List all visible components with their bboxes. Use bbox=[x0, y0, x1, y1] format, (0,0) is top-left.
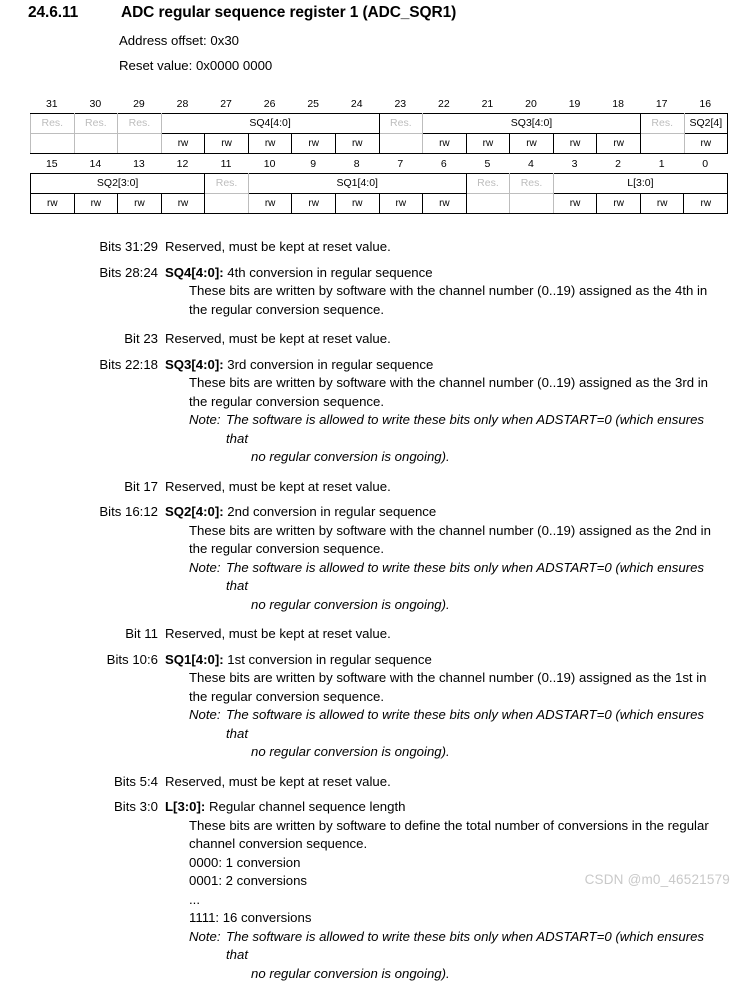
access-cell: rw bbox=[423, 194, 467, 214]
bit-number: 18 bbox=[596, 96, 640, 113]
bit-number: 30 bbox=[74, 96, 118, 113]
access-cell: rw bbox=[292, 194, 336, 214]
access-cell-empty bbox=[510, 194, 554, 214]
bit-number: 2 bbox=[596, 156, 640, 173]
access-cell: rw bbox=[205, 134, 249, 154]
bitfield-name-cell: SQ4[4:0] bbox=[161, 114, 379, 134]
bitfield-name-cell: L[3:0] bbox=[553, 174, 727, 194]
bit-description-row bbox=[0, 238, 750, 257]
access-cell: rw bbox=[597, 194, 641, 214]
bit-description-title: SQ1[4:0]: 1st conversion in regular sequence bbox=[165, 651, 727, 670]
access-cell: rw bbox=[379, 194, 423, 214]
access-cell: rw bbox=[553, 194, 597, 214]
access-cell: rw bbox=[74, 194, 118, 214]
bitfield-mnemonic: SQ4[4:0]: bbox=[165, 265, 224, 280]
access-cell: rw bbox=[553, 134, 597, 154]
section-title: ADC regular sequence register 1 (ADC_SQR1) bbox=[121, 4, 456, 22]
access-cell: rw bbox=[118, 194, 162, 214]
note-label: Note: bbox=[189, 706, 226, 762]
bit-number: 19 bbox=[553, 96, 597, 113]
bitfield-grid-high bbox=[30, 113, 728, 154]
note-label: Note: bbox=[189, 411, 226, 467]
bit-number: 27 bbox=[204, 96, 248, 113]
bitfield-mnemonic: L[3:0]: bbox=[165, 799, 205, 814]
register-bitfield-table-high bbox=[30, 96, 727, 154]
access-cell: rw bbox=[684, 194, 728, 214]
reserved-field-cell: Res. bbox=[205, 174, 249, 194]
access-cell-empty bbox=[205, 194, 249, 214]
section-spacer bbox=[0, 257, 750, 264]
register-bitfield-table-low bbox=[30, 156, 727, 214]
bitfield-enum-value: 0001: 2 conversions bbox=[189, 872, 727, 891]
bit-description-title: SQ3[4:0]: 3rd conversion in regular sequence bbox=[165, 356, 727, 375]
bit-description-note bbox=[189, 706, 727, 762]
section-spacer bbox=[0, 791, 750, 798]
bit-number: 6 bbox=[422, 156, 466, 173]
bitfield-enum-value: 1111: 16 conversions bbox=[189, 909, 727, 928]
bit-number: 10 bbox=[248, 156, 292, 173]
bitfield-enum-value: ... bbox=[189, 891, 727, 910]
bit-description-title: L[3:0]: Regular channel sequence length bbox=[165, 798, 727, 817]
bit-number: 25 bbox=[291, 96, 335, 113]
section-spacer bbox=[0, 467, 750, 478]
bit-number: 15 bbox=[30, 156, 74, 173]
bit-number: 28 bbox=[161, 96, 205, 113]
bit-range-label: Bits 31:29 bbox=[0, 238, 165, 257]
bit-description-title: Reserved, must be kept at reset value. bbox=[165, 330, 727, 349]
bit-description-row bbox=[0, 625, 750, 644]
address-offset-line: Address offset: 0x30 bbox=[119, 33, 239, 48]
bit-description-row bbox=[0, 773, 750, 792]
reserved-field-cell: Res. bbox=[640, 114, 684, 134]
access-cell-empty bbox=[466, 194, 510, 214]
field-name-row-high bbox=[31, 114, 728, 134]
bit-number: 4 bbox=[509, 156, 553, 173]
bit-description-row bbox=[0, 330, 750, 349]
access-cell: rw bbox=[248, 194, 292, 214]
bit-number-row-high bbox=[30, 96, 727, 113]
bitfield-mnemonic: SQ3[4:0]: bbox=[165, 357, 224, 372]
note-text: The software is allowed to write these bits only when ADSTART=0 (which ensures that no regular conversion is ongoing). bbox=[226, 559, 727, 615]
bitfield-name-cell: SQ2[4] bbox=[684, 114, 728, 134]
note-text: The software is allowed to write these bits only when ADSTART=0 (which ensures that no regular conversion is ongoing). bbox=[226, 928, 727, 983]
access-cell: rw bbox=[684, 134, 728, 154]
bit-description-body bbox=[165, 330, 750, 349]
bit-number: 3 bbox=[553, 156, 597, 173]
bit-description-row bbox=[0, 798, 750, 983]
bit-description-body bbox=[165, 238, 750, 257]
section-spacer bbox=[0, 644, 750, 651]
access-cell: rw bbox=[292, 134, 336, 154]
bit-number-row-low bbox=[30, 156, 727, 173]
bit-description-body bbox=[165, 356, 750, 467]
access-cell: rw bbox=[423, 134, 467, 154]
reset-value-line: Reset value: 0x0000 0000 bbox=[119, 58, 272, 73]
bitfield-mnemonic: SQ1[4:0]: bbox=[165, 652, 224, 667]
bit-number: 31 bbox=[30, 96, 74, 113]
bit-range-label: Bits 5:4 bbox=[0, 773, 165, 792]
bit-description-row bbox=[0, 651, 750, 762]
bit-number: 24 bbox=[335, 96, 379, 113]
bit-range-label: Bits 10:6 bbox=[0, 651, 165, 670]
bit-description-row bbox=[0, 503, 750, 614]
section-spacer bbox=[0, 762, 750, 773]
bit-number: 5 bbox=[466, 156, 510, 173]
reserved-field-cell: Res. bbox=[510, 174, 554, 194]
access-cell-empty bbox=[31, 134, 75, 154]
note-text-continuation: no regular conversion is ongoing). bbox=[251, 448, 727, 467]
reserved-field-cell: Res. bbox=[74, 114, 118, 134]
bitfield-name-cell: SQ2[3:0] bbox=[31, 174, 205, 194]
bit-number: 23 bbox=[379, 96, 423, 113]
access-cell-empty bbox=[74, 134, 118, 154]
page-title bbox=[28, 4, 456, 22]
access-cell: rw bbox=[161, 134, 205, 154]
note-text: The software is allowed to write these bits only when ADSTART=0 (which ensures that no regular conversion is ongoing). bbox=[226, 706, 727, 762]
bit-number: 21 bbox=[466, 96, 510, 113]
reserved-field-cell: Res. bbox=[466, 174, 510, 194]
bit-range-label: Bit 11 bbox=[0, 625, 165, 644]
bit-description-row bbox=[0, 478, 750, 497]
bit-description-body bbox=[165, 651, 750, 762]
reserved-field-cell: Res. bbox=[118, 114, 162, 134]
note-label: Note: bbox=[189, 928, 226, 983]
bit-description-paragraph: These bits are written by software with the channel number (0..19) assigned as the 2nd in the regular conversion sequence. bbox=[189, 522, 727, 559]
bitfield-name-cell: SQ1[4:0] bbox=[248, 174, 466, 194]
bit-description-paragraph: These bits are written by software with the channel number (0..19) assigned as the 4th in the regular conversion sequence. bbox=[189, 282, 727, 319]
bit-number: 0 bbox=[683, 156, 727, 173]
bit-number: 1 bbox=[640, 156, 684, 173]
note-text-continuation: no regular conversion is ongoing). bbox=[251, 743, 727, 762]
note-label: Note: bbox=[189, 559, 226, 615]
bit-description-note bbox=[189, 411, 727, 467]
bitfield-grid-low bbox=[30, 173, 728, 214]
bit-number: 17 bbox=[640, 96, 684, 113]
bit-number: 9 bbox=[291, 156, 335, 173]
field-name-row-low bbox=[31, 174, 728, 194]
bit-description-body bbox=[165, 798, 750, 983]
access-cell-empty bbox=[118, 134, 162, 154]
bit-description-body bbox=[165, 478, 750, 497]
access-cell: rw bbox=[31, 194, 75, 214]
bit-description-paragraph: These bits are written by software with the channel number (0..19) assigned as the 1st in the regular conversion sequence. bbox=[189, 669, 727, 706]
bit-range-label: Bits 28:24 bbox=[0, 264, 165, 283]
bit-number: 7 bbox=[379, 156, 423, 173]
note-text-continuation: no regular conversion is ongoing). bbox=[251, 965, 727, 983]
bit-description-title: Reserved, must be kept at reset value. bbox=[165, 625, 727, 644]
section-spacer bbox=[0, 319, 750, 330]
bit-description-title: Reserved, must be kept at reset value. bbox=[165, 478, 727, 497]
access-cell: rw bbox=[161, 194, 205, 214]
bit-description-body bbox=[165, 264, 750, 320]
bit-number: 26 bbox=[248, 96, 292, 113]
bit-description-row bbox=[0, 264, 750, 320]
bit-number: 11 bbox=[204, 156, 248, 173]
bit-description-paragraph: These bits are written by software with the channel number (0..19) assigned as the 3rd in the regular conversion sequence. bbox=[189, 374, 727, 411]
bit-range-label: Bits 16:12 bbox=[0, 503, 165, 522]
access-cell: rw bbox=[466, 134, 510, 154]
access-cell: rw bbox=[640, 194, 684, 214]
bit-description-title: SQ4[4:0]: 4th conversion in regular sequence bbox=[165, 264, 727, 283]
access-row-low bbox=[31, 194, 728, 214]
bitfield-mnemonic: SQ2[4:0]: bbox=[165, 504, 224, 519]
bit-number: 14 bbox=[74, 156, 118, 173]
reserved-field-cell: Res. bbox=[379, 114, 423, 134]
bit-range-label: Bits 22:18 bbox=[0, 356, 165, 375]
bit-range-label: Bits 3:0 bbox=[0, 798, 165, 817]
bit-range-label: Bit 23 bbox=[0, 330, 165, 349]
bit-number: 16 bbox=[683, 96, 727, 113]
bit-number: 22 bbox=[422, 96, 466, 113]
access-cell-empty bbox=[640, 134, 684, 154]
section-spacer bbox=[0, 496, 750, 503]
bitfield-enum-value: 0000: 1 conversion bbox=[189, 854, 727, 873]
bit-number: 29 bbox=[117, 96, 161, 113]
note-text-continuation: no regular conversion is ongoing). bbox=[251, 596, 727, 615]
note-text: The software is allowed to write these bits only when ADSTART=0 (which ensures that no regular conversion is ongoing). bbox=[226, 411, 727, 467]
bit-number: 8 bbox=[335, 156, 379, 173]
bit-range-label: Bit 17 bbox=[0, 478, 165, 497]
watermark: CSDN @m0_46521579 bbox=[585, 872, 730, 887]
bit-description-note bbox=[189, 928, 727, 983]
access-cell: rw bbox=[335, 194, 379, 214]
bit-description-title: Reserved, must be kept at reset value. bbox=[165, 238, 727, 257]
section-number: 24.6.11 bbox=[28, 4, 121, 22]
access-cell: rw bbox=[510, 134, 554, 154]
bit-description-row bbox=[0, 356, 750, 467]
bit-number: 13 bbox=[117, 156, 161, 173]
bitfield-name-cell: SQ3[4:0] bbox=[423, 114, 641, 134]
bit-description-body bbox=[165, 625, 750, 644]
section-spacer bbox=[0, 614, 750, 625]
access-cell-empty bbox=[379, 134, 423, 154]
bit-description-body bbox=[165, 503, 750, 614]
access-cell: rw bbox=[248, 134, 292, 154]
reserved-field-cell: Res. bbox=[31, 114, 75, 134]
bit-description-title: Reserved, must be kept at reset value. bbox=[165, 773, 727, 792]
bit-description-body bbox=[165, 773, 750, 792]
section-spacer bbox=[0, 349, 750, 356]
access-cell: rw bbox=[335, 134, 379, 154]
bit-number: 20 bbox=[509, 96, 553, 113]
bit-description-paragraph: These bits are written by software to define the total number of conversions in the regular channel conversion sequence. bbox=[189, 817, 727, 854]
access-cell: rw bbox=[597, 134, 641, 154]
bit-description-note bbox=[189, 559, 727, 615]
access-row-high bbox=[31, 134, 728, 154]
bit-description-title: SQ2[4:0]: 2nd conversion in regular sequence bbox=[165, 503, 727, 522]
bit-number: 12 bbox=[161, 156, 205, 173]
